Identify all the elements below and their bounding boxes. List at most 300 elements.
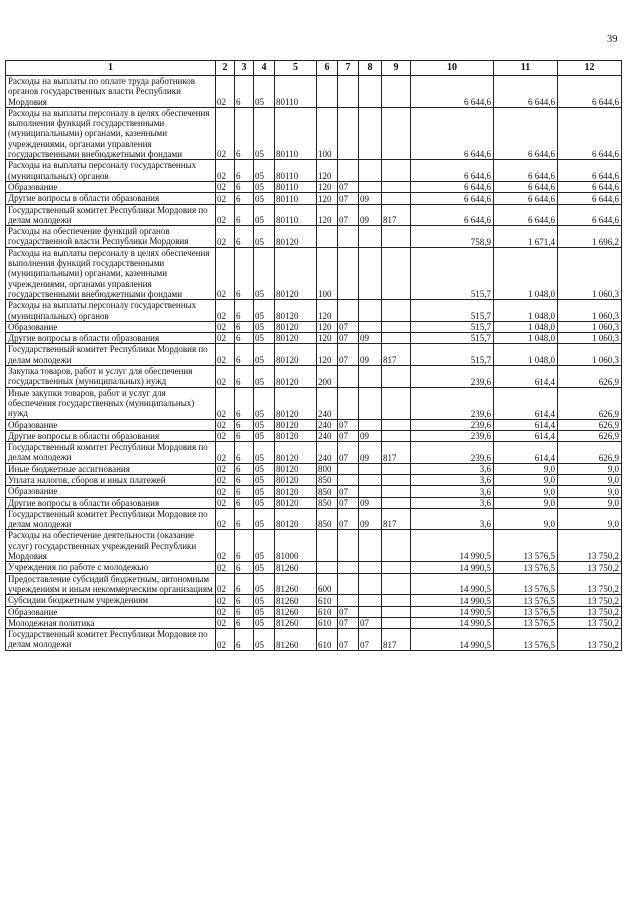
value-col-11: 6 644,6 [494, 204, 558, 226]
code-subsection: 6 [235, 508, 254, 530]
code-program: 05 [254, 463, 275, 474]
code-target: 80120 [275, 366, 317, 388]
code-program: 05 [254, 204, 275, 226]
code-target: 80120 [275, 463, 317, 474]
value-col-11: 1 048,0 [494, 344, 558, 366]
code-expense-type: 850 [317, 486, 338, 497]
code-subsection: 6 [235, 474, 254, 485]
value-col-11: 9,0 [494, 486, 558, 497]
value-col-11: 13 576,5 [494, 629, 558, 651]
code-expense-type: 800 [317, 463, 338, 474]
code-expense-type: 240 [317, 442, 338, 464]
row-name: Расходы на выплаты персоналу в целях обеспечения выполнения функций государственными (муниципальными) органами, казенными учреждениями, органами управления государственными внебюджетными фондами [6, 107, 216, 159]
code-subsection: 6 [235, 530, 254, 562]
code-target: 80110 [275, 160, 317, 182]
code-section: 02 [216, 442, 235, 464]
value-col-10: 14 990,5 [411, 562, 494, 573]
code-division [338, 573, 359, 595]
row-name: Расходы на выплаты персоналу в целях обеспечения выполнения функций государственными (муниципальными) органами, казенными учреждениями, органами управления государственными внебюджетными фондами [6, 247, 216, 299]
row-name: Образование [6, 486, 216, 497]
code-program: 05 [254, 474, 275, 485]
code-program: 05 [254, 226, 275, 248]
column-header-3: 3 [235, 61, 254, 76]
code-target: 80120 [275, 430, 317, 441]
code-subdivision [359, 595, 382, 606]
code-department [382, 76, 411, 108]
code-target: 80110 [275, 181, 317, 192]
code-division: 07 [338, 430, 359, 441]
code-subsection: 6 [235, 629, 254, 651]
row-name: Государственный комитет Республики Мордовия по делам молодежи [6, 344, 216, 366]
code-expense-type: 120 [317, 204, 338, 226]
code-division: 07 [338, 497, 359, 508]
value-col-12: 13 750,2 [558, 573, 622, 595]
code-subdivision: 07 [359, 617, 382, 628]
value-col-10: 6 644,6 [411, 107, 494, 159]
code-division [338, 530, 359, 562]
value-col-10: 6 644,6 [411, 204, 494, 226]
table-row [6, 226, 622, 248]
value-col-11: 9,0 [494, 474, 558, 485]
code-expense-type: 120 [317, 193, 338, 204]
value-col-10: 14 990,5 [411, 595, 494, 606]
row-name: Образование [6, 419, 216, 430]
code-section: 02 [216, 530, 235, 562]
code-expense-type: 240 [317, 387, 338, 419]
table-row [6, 247, 622, 299]
code-target: 80110 [275, 107, 317, 159]
code-target: 80120 [275, 387, 317, 419]
code-department [382, 193, 411, 204]
code-subsection: 6 [235, 595, 254, 606]
code-department [382, 226, 411, 248]
row-name: Уплата налогов, сборов и иных платежей [6, 474, 216, 485]
table-row [6, 76, 622, 108]
code-subsection: 6 [235, 226, 254, 248]
value-col-12: 1 060,3 [558, 333, 622, 344]
code-target: 80120 [275, 442, 317, 464]
table-row [6, 629, 622, 651]
value-col-12: 1 060,3 [558, 321, 622, 332]
code-section: 02 [216, 226, 235, 248]
code-department: 817 [382, 629, 411, 651]
code-section: 02 [216, 76, 235, 108]
value-col-12: 13 750,2 [558, 629, 622, 651]
code-division [338, 107, 359, 159]
code-program: 05 [254, 442, 275, 464]
code-division: 07 [338, 333, 359, 344]
code-subdivision: 09 [359, 497, 382, 508]
code-subsection: 6 [235, 204, 254, 226]
code-program: 05 [254, 573, 275, 595]
code-subsection: 6 [235, 321, 254, 332]
code-subdivision [359, 387, 382, 419]
code-department [382, 562, 411, 573]
code-division: 07 [338, 321, 359, 332]
column-header-7: 7 [338, 61, 359, 76]
code-division [338, 300, 359, 322]
table-row [6, 562, 622, 573]
value-col-12: 9,0 [558, 463, 622, 474]
code-department [382, 497, 411, 508]
table-row [6, 606, 622, 617]
code-subdivision: 09 [359, 508, 382, 530]
code-subsection: 6 [235, 617, 254, 628]
row-name: Образование [6, 181, 216, 192]
row-name: Иные бюджетные ассигнования [6, 463, 216, 474]
code-target: 80110 [275, 193, 317, 204]
code-department [382, 474, 411, 485]
value-col-10: 3,6 [411, 463, 494, 474]
code-subsection: 6 [235, 573, 254, 595]
row-name: Другие вопросы в области образования [6, 193, 216, 204]
value-col-12: 13 750,2 [558, 595, 622, 606]
value-col-11: 614,4 [494, 366, 558, 388]
row-name: Государственный комитет Республики Мордовия по делам молодежи [6, 204, 216, 226]
code-department [382, 107, 411, 159]
column-header-5: 5 [275, 61, 317, 76]
code-target: 80120 [275, 508, 317, 530]
value-col-10: 3,6 [411, 508, 494, 530]
code-subdivision [359, 366, 382, 388]
code-program: 05 [254, 344, 275, 366]
code-subdivision [359, 247, 382, 299]
column-header-8: 8 [359, 61, 382, 76]
code-section: 02 [216, 463, 235, 474]
code-expense-type: 850 [317, 508, 338, 530]
code-expense-type: 120 [317, 160, 338, 182]
table-row [6, 508, 622, 530]
code-expense-type: 120 [317, 181, 338, 192]
code-program: 05 [254, 530, 275, 562]
code-expense-type: 120 [317, 333, 338, 344]
code-program: 05 [254, 562, 275, 573]
code-subsection: 6 [235, 76, 254, 108]
code-program: 05 [254, 181, 275, 192]
value-col-10: 3,6 [411, 486, 494, 497]
code-division [338, 562, 359, 573]
row-name: Расходы на обеспечение деятельности (оказание услуг) государственных учреждений Республики Мордовия [6, 530, 216, 562]
value-col-11: 6 644,6 [494, 160, 558, 182]
code-department [382, 160, 411, 182]
code-department [382, 321, 411, 332]
table-row [6, 193, 622, 204]
value-col-10: 14 990,5 [411, 617, 494, 628]
table-row [6, 204, 622, 226]
value-col-10: 6 644,6 [411, 181, 494, 192]
row-name: Государственный комитет Республики Мордовия по делам молодежи [6, 629, 216, 651]
code-division [338, 247, 359, 299]
code-subdivision [359, 300, 382, 322]
table-row [6, 344, 622, 366]
code-subsection: 6 [235, 442, 254, 464]
table-row [6, 160, 622, 182]
code-target: 80120 [275, 419, 317, 430]
code-division: 07 [338, 344, 359, 366]
code-subsection: 6 [235, 497, 254, 508]
row-name: Закупка товаров, работ и услуг для обеспечения государственных (муниципальных) нужд [6, 366, 216, 388]
table-row [6, 530, 622, 562]
row-name: Образование [6, 606, 216, 617]
code-section: 02 [216, 321, 235, 332]
value-col-11: 13 576,5 [494, 595, 558, 606]
code-division [338, 387, 359, 419]
column-header-2: 2 [216, 61, 235, 76]
table-row [6, 617, 622, 628]
code-program: 05 [254, 508, 275, 530]
table-row [6, 321, 622, 332]
code-program: 05 [254, 333, 275, 344]
code-program: 05 [254, 606, 275, 617]
code-division: 07 [338, 204, 359, 226]
value-col-12: 626,9 [558, 419, 622, 430]
value-col-10: 515,7 [411, 247, 494, 299]
code-section: 02 [216, 366, 235, 388]
code-target: 80110 [275, 76, 317, 108]
code-expense-type: 120 [317, 344, 338, 366]
code-subdivision: 09 [359, 442, 382, 464]
code-section: 02 [216, 573, 235, 595]
value-col-10: 3,6 [411, 497, 494, 508]
code-subdivision [359, 76, 382, 108]
code-expense-type: 600 [317, 573, 338, 595]
code-program: 05 [254, 107, 275, 159]
code-department [382, 606, 411, 617]
budget-table [5, 60, 622, 651]
code-section: 02 [216, 247, 235, 299]
row-name: Государственный комитет Республики Мордовия по делам молодежи [6, 508, 216, 530]
code-subdivision [359, 160, 382, 182]
code-expense-type: 120 [317, 321, 338, 332]
code-program: 05 [254, 300, 275, 322]
value-col-11: 1 671,4 [494, 226, 558, 248]
table-row [6, 430, 622, 441]
code-target: 81260 [275, 617, 317, 628]
code-subsection: 6 [235, 387, 254, 419]
code-department [382, 595, 411, 606]
value-col-12: 9,0 [558, 497, 622, 508]
code-subdivision: 09 [359, 344, 382, 366]
code-target: 80120 [275, 226, 317, 248]
code-division: 07 [338, 606, 359, 617]
row-name: Субсидии бюджетным учреждениям [6, 595, 216, 606]
code-section: 02 [216, 387, 235, 419]
code-division [338, 160, 359, 182]
code-expense-type [317, 226, 338, 248]
code-subsection: 6 [235, 193, 254, 204]
value-col-12: 626,9 [558, 442, 622, 464]
code-subsection: 6 [235, 606, 254, 617]
row-name: Учреждения по работе с молодежью [6, 562, 216, 573]
value-col-10: 14 990,5 [411, 629, 494, 651]
code-division [338, 366, 359, 388]
code-expense-type [317, 76, 338, 108]
value-col-12: 9,0 [558, 474, 622, 485]
code-program: 05 [254, 160, 275, 182]
code-subdivision: 09 [359, 204, 382, 226]
row-name: Расходы на выплаты по оплате труда работников органов государственных власти Республики Мордовия [6, 76, 216, 108]
code-division: 07 [338, 442, 359, 464]
value-col-11: 6 644,6 [494, 107, 558, 159]
code-subdivision: 09 [359, 193, 382, 204]
table-row [6, 442, 622, 464]
value-col-12: 6 644,6 [558, 193, 622, 204]
table-row [6, 419, 622, 430]
code-program: 05 [254, 629, 275, 651]
row-name: Иные закупки товаров, работ и услуг для обеспечения государственных (муниципальных) нужд [6, 387, 216, 419]
code-subdivision [359, 606, 382, 617]
code-division [338, 226, 359, 248]
code-expense-type: 850 [317, 474, 338, 485]
code-subdivision [359, 181, 382, 192]
value-col-12: 6 644,6 [558, 160, 622, 182]
code-expense-type: 850 [317, 497, 338, 508]
code-section: 02 [216, 160, 235, 182]
code-division: 07 [338, 181, 359, 192]
code-section: 02 [216, 617, 235, 628]
value-col-11: 614,4 [494, 387, 558, 419]
code-department [382, 366, 411, 388]
value-col-10: 239,6 [411, 430, 494, 441]
value-col-12: 626,9 [558, 430, 622, 441]
code-target: 81260 [275, 562, 317, 573]
code-division: 07 [338, 419, 359, 430]
value-col-11: 13 576,5 [494, 617, 558, 628]
table-row [6, 486, 622, 497]
value-col-11: 13 576,5 [494, 530, 558, 562]
code-section: 02 [216, 193, 235, 204]
code-division [338, 474, 359, 485]
page-number: 39 [607, 34, 618, 45]
value-col-11: 614,4 [494, 419, 558, 430]
code-department [382, 463, 411, 474]
value-col-11: 13 576,5 [494, 573, 558, 595]
code-subsection: 6 [235, 486, 254, 497]
value-col-12: 1 060,3 [558, 344, 622, 366]
code-department: 817 [382, 204, 411, 226]
value-col-12: 626,9 [558, 387, 622, 419]
code-subdivision [359, 474, 382, 485]
code-expense-type: 240 [317, 419, 338, 430]
value-col-10: 239,6 [411, 442, 494, 464]
code-expense-type [317, 530, 338, 562]
code-section: 02 [216, 344, 235, 366]
code-subsection: 6 [235, 463, 254, 474]
row-name: Молодежная политика [6, 617, 216, 628]
code-expense-type: 240 [317, 430, 338, 441]
code-division: 07 [338, 193, 359, 204]
code-program: 05 [254, 486, 275, 497]
value-col-12: 13 750,2 [558, 530, 622, 562]
code-subdivision: 09 [359, 430, 382, 441]
code-expense-type: 200 [317, 366, 338, 388]
code-department [382, 530, 411, 562]
code-division: 07 [338, 617, 359, 628]
value-col-10: 515,7 [411, 321, 494, 332]
code-program: 05 [254, 247, 275, 299]
value-col-10: 239,6 [411, 366, 494, 388]
value-col-12: 13 750,2 [558, 606, 622, 617]
code-target: 80120 [275, 474, 317, 485]
code-division: 07 [338, 486, 359, 497]
value-col-10: 6 644,6 [411, 193, 494, 204]
code-target: 80120 [275, 486, 317, 497]
code-division [338, 463, 359, 474]
code-expense-type: 610 [317, 617, 338, 628]
value-col-10: 239,6 [411, 419, 494, 430]
value-col-12: 6 644,6 [558, 181, 622, 192]
value-col-11: 9,0 [494, 463, 558, 474]
value-col-10: 515,7 [411, 333, 494, 344]
code-expense-type: 100 [317, 247, 338, 299]
code-department: 817 [382, 442, 411, 464]
code-expense-type: 120 [317, 300, 338, 322]
table-row [6, 107, 622, 159]
value-col-11: 6 644,6 [494, 181, 558, 192]
row-name: Расходы на обеспечение функций органов государственной власти Республики Мордовия [6, 226, 216, 248]
code-target: 80120 [275, 300, 317, 322]
code-subdivision [359, 107, 382, 159]
row-name: Образование [6, 321, 216, 332]
table-row [6, 333, 622, 344]
code-section: 02 [216, 181, 235, 192]
code-division [338, 76, 359, 108]
code-subdivision [359, 226, 382, 248]
value-col-10: 239,6 [411, 387, 494, 419]
code-department: 817 [382, 508, 411, 530]
code-section: 02 [216, 629, 235, 651]
code-expense-type: 610 [317, 606, 338, 617]
code-program: 05 [254, 321, 275, 332]
code-expense-type: 100 [317, 107, 338, 159]
code-subdivision [359, 419, 382, 430]
code-subsection: 6 [235, 107, 254, 159]
code-program: 05 [254, 419, 275, 430]
code-section: 02 [216, 497, 235, 508]
value-col-11: 9,0 [494, 497, 558, 508]
code-subsection: 6 [235, 419, 254, 430]
value-col-11: 1 048,0 [494, 333, 558, 344]
row-name: Расходы на выплаты персоналу государственных (муниципальных) органов [6, 300, 216, 322]
code-division [338, 595, 359, 606]
value-col-11: 9,0 [494, 508, 558, 530]
table-row [6, 463, 622, 474]
table-row [6, 595, 622, 606]
value-col-11: 13 576,5 [494, 606, 558, 617]
code-department [382, 617, 411, 628]
table-row [6, 573, 622, 595]
code-target: 80120 [275, 321, 317, 332]
code-department [382, 486, 411, 497]
value-col-12: 9,0 [558, 508, 622, 530]
value-col-10: 14 990,5 [411, 573, 494, 595]
code-subdivision: 07 [359, 629, 382, 651]
column-header-12: 12 [558, 61, 622, 76]
code-subsection: 6 [235, 247, 254, 299]
code-program: 05 [254, 430, 275, 441]
code-target: 81260 [275, 595, 317, 606]
column-header-1: 1 [6, 61, 216, 76]
code-department: 817 [382, 344, 411, 366]
code-division: 07 [338, 629, 359, 651]
code-subdivision [359, 463, 382, 474]
value-col-11: 1 048,0 [494, 300, 558, 322]
code-section: 02 [216, 486, 235, 497]
table-row [6, 497, 622, 508]
code-section: 02 [216, 562, 235, 573]
code-section: 02 [216, 333, 235, 344]
code-expense-type: 610 [317, 629, 338, 651]
